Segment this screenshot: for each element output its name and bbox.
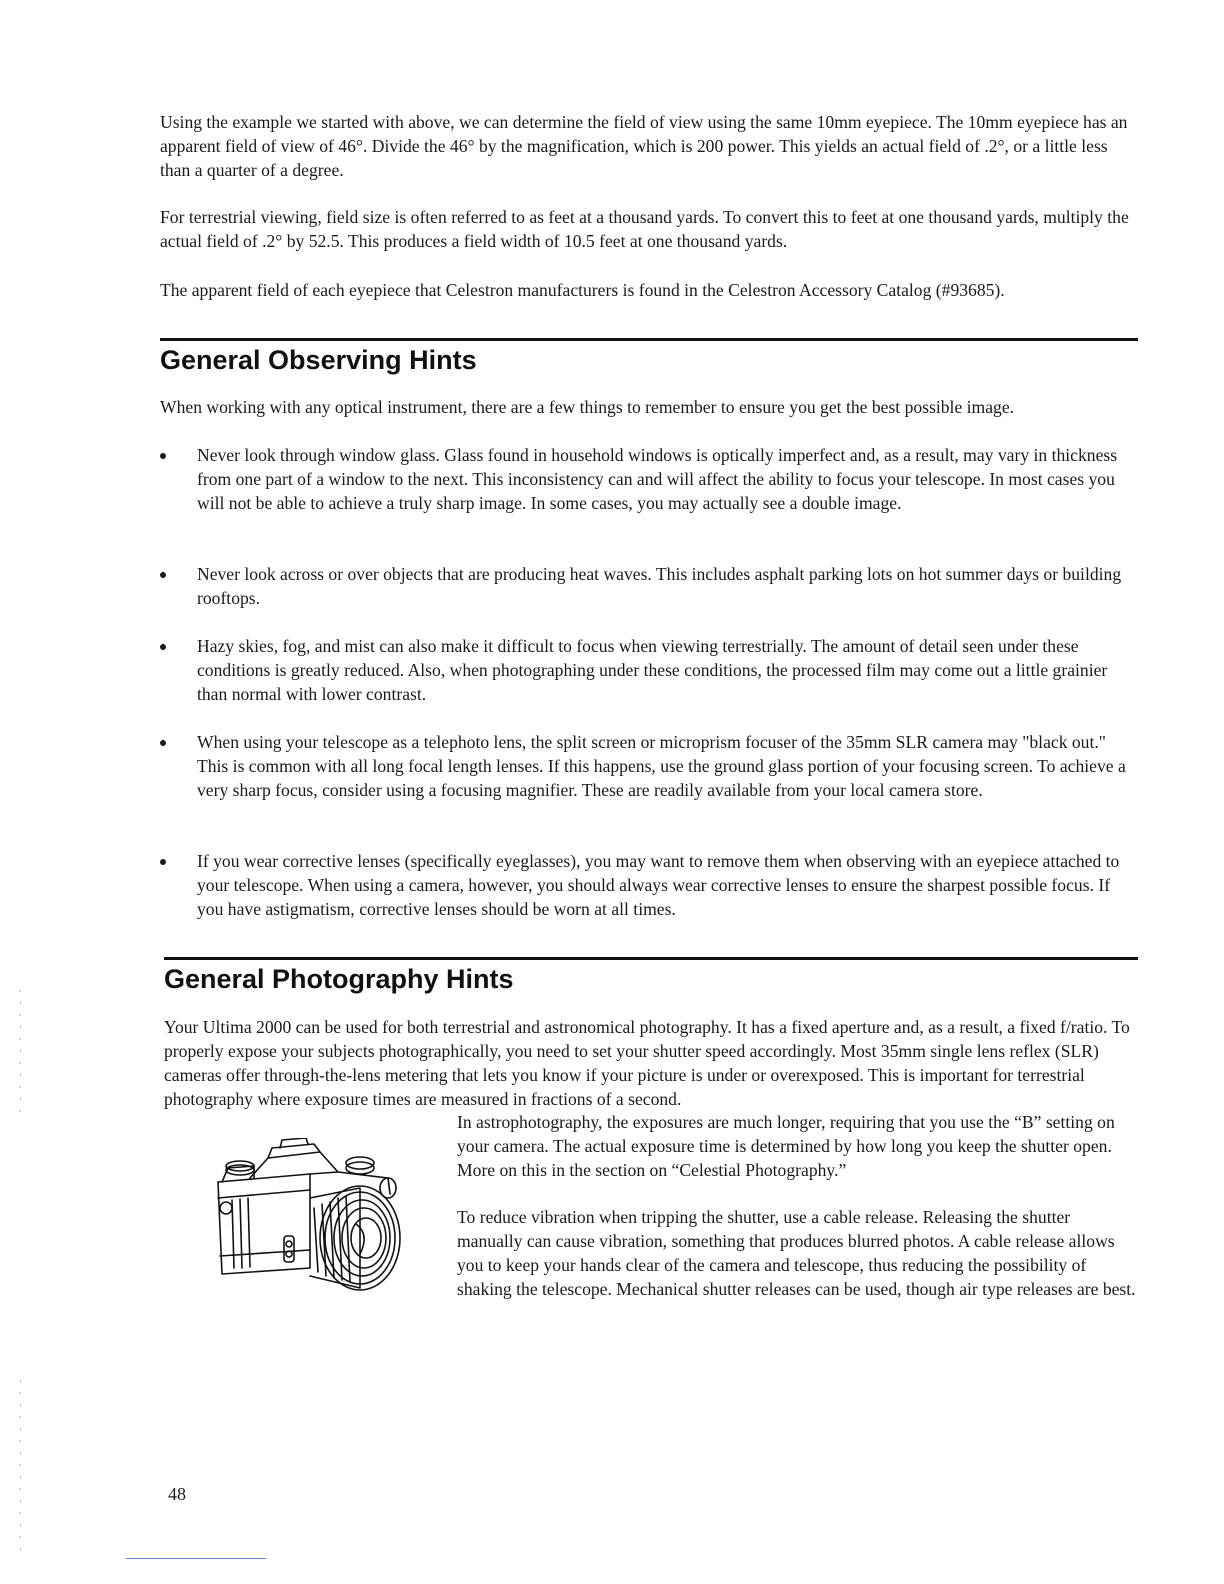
bullet-icon (160, 453, 166, 459)
bullet-icon (160, 859, 166, 865)
scan-margin-marks (20, 1380, 21, 1550)
photography-paragraph-3: To reduce vibration when tripping the shutter, use a cable release. Releasing the shutter manually can cause vibration, something that produces blurred photos. A cable release allows you to keep your hands clear of the camera and telescope, thus reducing the possibility of shaking the telescope. Mechanical shutter releases can be used, though air type releases are best. (457, 1207, 1136, 1299)
bullet-icon (160, 644, 166, 650)
bullet-icon (160, 572, 166, 578)
list-item-text: If you wear corrective lenses (specifically eyeglasses), you may want to remove them when observing with an eyepiece attached to your telescope. When using a camera, however, you should always wear corrective lenses to ensure the sharpest possible focus. If you have astigmatism, corrective lenses should be worn at all times. (197, 851, 1120, 919)
intro-paragraph-2: For terrestrial viewing, field size is often referred to as feet at a thousand yards. To convert this to feet at one thousand yards, multiply the actual field of .2° by 52.5. This produces a field width of 10.5 feet at one thousand yards. (160, 207, 1129, 251)
list-item-text: Never look across or over objects that are producing heat waves. This includes asphalt parking lots on hot summer days or building rooftops. (197, 564, 1122, 608)
scan-margin-marks (20, 990, 21, 1120)
page-number: 48 (168, 1484, 186, 1504)
observing-intro-paragraph: When working with any optical instrument, there are a few things to remember to ensure you get the best possible image. (160, 397, 1015, 417)
slr-camera-illustration (210, 1138, 430, 1308)
heading-observing-hints: General Observing Hints (160, 345, 477, 375)
section-rule-observing (160, 338, 1138, 341)
footer-rule (126, 1558, 266, 1559)
bullet-icon (160, 740, 166, 746)
photography-paragraph-2: In astrophotography, the exposures are much longer, requiring that you use the “B” setting on your camera. The actual exposure time is determined by how long you keep the shutter open. More on this in the section on “Celestial Photography.” (457, 1112, 1115, 1180)
list-item-text: When using your telescope as a telephoto lens, the split screen or microprism focuser of the 35mm SLR camera may "black out." This is common with all long focal length lenses. If this happens, use the ground glass portion of your focusing screen. To achieve a very sharp focus, consider using a focusing magnifier. These are readily available from your local camera store. (197, 732, 1126, 800)
intro-paragraph-3: The apparent field of each eyepiece that Celestron manufacturers is found in the Celestron Accessory Catalog (#93685). (160, 280, 1005, 300)
list-item-text: Never look through window glass. Glass found in household windows is optically imperfect and, as a result, may vary in thickness from one part of a window to the next. This inconsistency can and will affect the ability to focus your telescope. In most cases you will not be able to achieve a truly sharp image. In some cases, you may actually see a double image. (197, 445, 1118, 513)
section-rule-photography (164, 957, 1138, 960)
intro-paragraph-1: Using the example we started with above, we can determine the field of view using the same 10mm eyepiece. The 10mm eyepiece has an apparent field of view of 46°. Divide the 46° by the magnification, which is 200 power. This yields an actual field of .2°, or a little less than a quarter of a degree. (160, 112, 1128, 180)
photography-paragraph-1: Your Ultima 2000 can be used for both terrestrial and astronomical photography. It has a fixed aperture and, as a result, a fixed f/ratio. To properly expose your subjects photographically, you need to set your shutter speed accordingly. Most 35mm single lens reflex (SLR) cameras offer through-the-lens metering that lets you know if your picture is under or overexposed. This is important for terrestrial photography where exposure times are measured in fractions of a second. (164, 1017, 1130, 1109)
heading-photography-hints: General Photography Hints (164, 964, 514, 994)
list-item-text: Hazy skies, fog, and mist can also make it difficult to focus when viewing terrestrially. The amount of detail seen under these conditions is greatly reduced. Also, when photographing under these conditions, the processed film may come out a little grainier than normal with lower contrast. (197, 636, 1108, 704)
